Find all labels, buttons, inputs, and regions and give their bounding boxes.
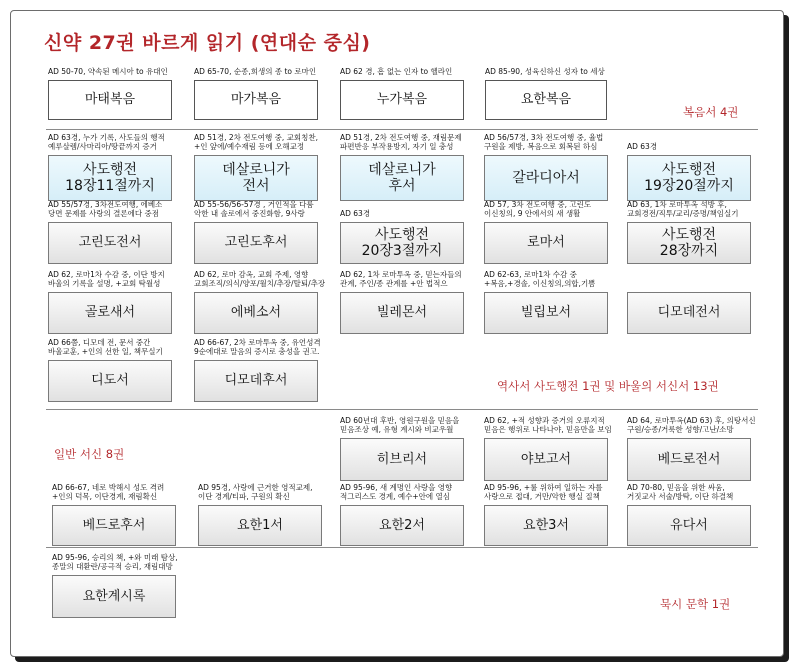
book-caption: AD 62, 1차 로마투옥 중, 믿는자들의 xyxy=(340,270,462,279)
book-caption: 바울의 기록을 설명, +교회 탁월성 xyxy=(48,279,161,288)
book-label: 빌레몬서 xyxy=(376,305,428,320)
note-apocalyptic: 묵시 문학 1권 xyxy=(660,597,731,611)
book-label: 디모데후서 xyxy=(224,373,288,388)
book-label: 고린도후서 xyxy=(224,235,288,250)
book-caption: 구원을 제방, 복음으로 회복된 하심 xyxy=(484,142,598,151)
book-caption: 악한 내 솔로에서 중진화함, 9사랑 xyxy=(194,209,305,218)
divider-gospels xyxy=(46,129,758,130)
book-caption: AD 50-70, 약속된 메시아 to 유대인 xyxy=(48,67,168,76)
diagram-title: 신약 27권 바르게 읽기 (연대순 중심) xyxy=(44,32,371,54)
book-label: 마태복음 xyxy=(84,92,136,107)
book-box[interactable] xyxy=(340,80,464,120)
book-box[interactable] xyxy=(52,505,176,546)
book-box[interactable] xyxy=(48,360,172,402)
book-label: 사도행전 18장11절까지 xyxy=(65,162,155,194)
book-label: 베드로후서 xyxy=(82,517,146,533)
book-label: 빌립보서 xyxy=(520,305,572,320)
book-caption: AD 95경, 사랑에 근거한 영적교제, xyxy=(198,483,313,492)
book-label: 야보고서 xyxy=(520,451,572,467)
book-caption: AD 57, 3차 전도여행 중, 고린도 xyxy=(484,200,592,209)
book-caption: +인의 덕목, 이단경계, 재림확신 xyxy=(52,492,158,501)
book-caption: AD 60년대 후반, 영원구원을 믿음을 xyxy=(340,416,460,425)
book-label: 사도행전 20장3절까지 xyxy=(361,227,443,259)
book-caption: 9순에대로 말음의 증시로 충성을 권고. xyxy=(194,347,320,356)
book-box[interactable] xyxy=(340,222,464,264)
book-caption: 바울교훈, +인의 선한 일, 책무실기 xyxy=(48,347,163,356)
book-caption: 믿음조상 예, 유형 계시와 비교우월 xyxy=(340,425,454,434)
book-caption: AD 95-96, 새 계명인 사랑을 영향 xyxy=(340,483,453,492)
book-box[interactable] xyxy=(48,80,172,120)
book-box[interactable] xyxy=(340,155,464,201)
book-caption: AD 51경, 2차 전도여행 중, 재림문제 xyxy=(340,133,462,142)
book-caption: 거짓교사 서술/방탁, 이단 하결책 xyxy=(627,492,734,501)
book-box[interactable] xyxy=(484,222,608,264)
book-box[interactable] xyxy=(194,222,318,264)
book-label: 디모데전서 xyxy=(657,305,721,320)
book-box[interactable] xyxy=(484,505,608,546)
book-caption: 당면 문제를 사랑의 결론에다 중점 xyxy=(48,209,159,218)
book-caption: 파편반응 부작용방지, 자기 일 충성 xyxy=(340,142,454,151)
book-label: 유다서 xyxy=(670,517,708,533)
book-box[interactable] xyxy=(48,222,172,264)
book-caption: +복음,+경솔, 이신칭의,의합,기쁨 xyxy=(484,279,596,288)
book-caption: AD 55/57경, 3차전도여행, 에베소 xyxy=(48,200,163,209)
book-box[interactable] xyxy=(48,155,172,201)
book-caption: AD 66쯤, 디모데 전, 문서 중간 xyxy=(48,338,151,347)
note-acts-paul: 역사서 사도행전 1권 및 바울의 서신서 13권 xyxy=(497,379,719,393)
note-gospels: 복음서 4권 xyxy=(683,105,739,119)
book-caption: 교회경전/직투/교리/증명/책임실기 xyxy=(627,209,739,218)
book-caption: AD 62, +적 성향과 증거의 오류지적 xyxy=(484,416,605,425)
book-box[interactable] xyxy=(198,505,322,546)
book-caption: 구원/승종/거룩한 성향/고난/소망 xyxy=(627,425,734,434)
book-label: 사도행전 28장까지 xyxy=(659,227,719,259)
book-label: 에베소서 xyxy=(230,305,282,320)
book-caption: 종말의 대환란/공극적 승리, 재림대망 xyxy=(52,562,173,571)
book-caption: AD 51경, 2차 전도여행 중, 교회칭찬, xyxy=(194,133,318,142)
book-label: 데살로니가 후서 xyxy=(368,162,436,194)
book-caption: AD 62 경, 흠 없는 인자 to 헬라인 xyxy=(340,67,453,76)
book-caption: AD 95-96, 승리의 책, +와 미래 탐상, xyxy=(52,553,178,562)
book-caption: AD 65-70, 순종,희생의 종 to 로마인 xyxy=(194,67,317,76)
book-label: 골로새서 xyxy=(84,305,136,320)
book-caption: AD 66-67, 2차 로마투옥 중, 유언성격 xyxy=(194,338,321,347)
book-caption: AD 85-90, 성육신하신 성자 to 세상 xyxy=(485,67,605,76)
book-box[interactable] xyxy=(194,360,318,402)
book-caption: 교회조직/의식/양포/월치/추장/탈퇴/추장 xyxy=(194,279,326,288)
book-caption: 이단 경계/티파, 구원의 확신 xyxy=(198,492,290,501)
book-caption: 이신칭의, 9 안에서의 새 생활 xyxy=(484,209,581,218)
book-label: 고린도전서 xyxy=(78,235,142,250)
book-box[interactable] xyxy=(340,438,464,481)
book-box[interactable] xyxy=(340,292,464,334)
book-label: 마가복음 xyxy=(230,92,282,107)
book-box[interactable] xyxy=(484,438,608,481)
book-box[interactable] xyxy=(484,292,608,334)
book-caption: AD 63경 xyxy=(340,209,371,218)
book-caption: 사랑으로 접대, 거만/악한 행실 질책 xyxy=(484,492,600,501)
book-box[interactable] xyxy=(194,80,318,120)
book-label: 베드로전서 xyxy=(657,451,721,467)
book-caption: AD 70-80, 믿음을 위한 싸움, xyxy=(627,483,725,492)
book-caption: AD 62, 로마1차 수감 중, 이단 방지 xyxy=(48,270,165,279)
book-box[interactable] xyxy=(627,438,751,481)
book-caption: 예루살렘/사마리아/땅끝까지 증거 xyxy=(48,142,157,151)
book-caption: 관계, 주인/종 관계를 +안 법적으 xyxy=(340,279,448,288)
book-box[interactable] xyxy=(485,80,607,120)
book-box[interactable] xyxy=(627,505,751,546)
book-label: 누가복음 xyxy=(376,92,428,107)
book-caption: 적그리스도 경계, 예수+안에 열심 xyxy=(340,492,451,501)
book-box[interactable] xyxy=(627,292,751,334)
book-label: 사도행전 19장20절까지 xyxy=(644,162,734,194)
book-box[interactable] xyxy=(52,575,176,618)
book-caption: AD 63경, 누가 기록, 사도들의 행적 xyxy=(48,133,165,142)
book-caption: AD 95-96, +룰 위하여 일하는 자를 xyxy=(484,483,603,492)
divider-epistles xyxy=(46,409,758,410)
book-caption: +인 앞에/예수재림 등에 오해교정 xyxy=(194,142,305,151)
book-label: 디도서 xyxy=(91,373,129,388)
book-box[interactable] xyxy=(194,155,318,201)
book-box[interactable] xyxy=(340,505,464,546)
book-label: 요한복음 xyxy=(520,92,572,107)
book-caption: AD 56/57경, 3차 전도여행 중, 율법 xyxy=(484,133,604,142)
divider-general xyxy=(46,547,758,548)
book-caption: AD 55-56/56-57경 , 거인적을 다룸 xyxy=(194,200,314,209)
book-label: 히브리서 xyxy=(376,451,428,467)
book-caption: AD 66-67, 네로 박해시 성도 격려 xyxy=(52,483,165,492)
book-caption: AD 63, 1차 로마투옥 석방 후, xyxy=(627,200,727,209)
book-caption: AD 62-63, 로마1차 수감 중 xyxy=(484,270,577,279)
book-box[interactable] xyxy=(484,155,608,201)
note-general-epistles: 일반 서신 8권 xyxy=(54,447,125,461)
book-box[interactable] xyxy=(627,155,751,201)
book-label: 요한2서 xyxy=(379,517,425,533)
book-box[interactable] xyxy=(194,292,318,334)
book-label: 요한1서 xyxy=(237,517,283,533)
book-label: 요한3서 xyxy=(523,517,569,533)
book-caption: AD 62, 로마 감옥, 교회 주제, 영향 xyxy=(194,270,309,279)
book-caption: AD 64, 로마투옥(AD 63) 후, 의탕서신 xyxy=(627,416,756,425)
book-box[interactable] xyxy=(48,292,172,334)
book-label: 로마서 xyxy=(527,235,565,250)
book-caption: AD 63경 xyxy=(627,142,658,151)
book-caption: 믿음은 행위로 나타나야, 믿음만을 보임 xyxy=(484,425,612,434)
book-label: 요한계시록 xyxy=(82,588,146,604)
book-box[interactable] xyxy=(627,222,751,264)
book-label: 갈라디아서 xyxy=(512,170,580,186)
book-label: 데살로니가 전서 xyxy=(222,162,290,194)
